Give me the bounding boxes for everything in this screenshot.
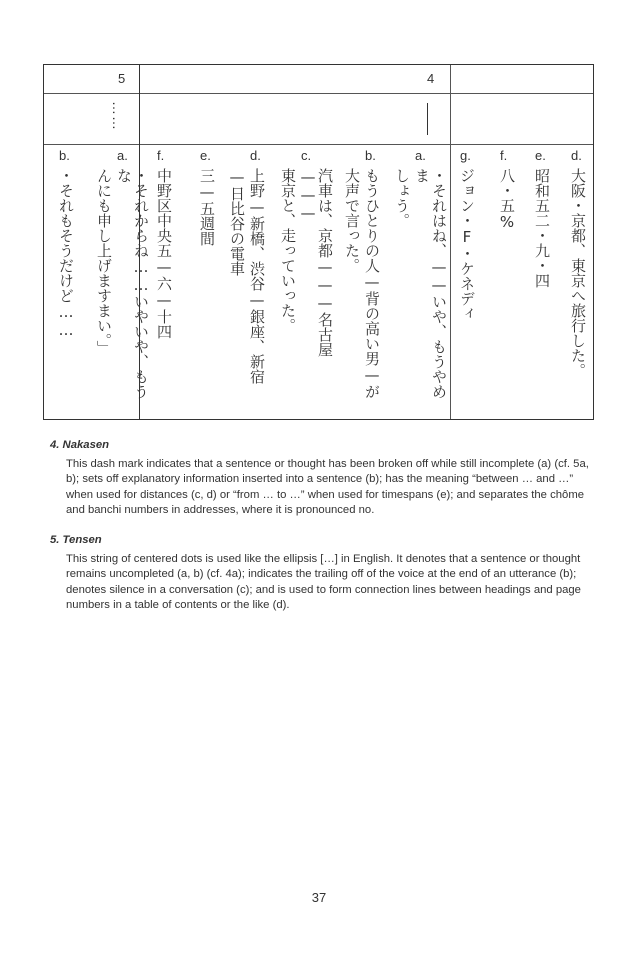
example-text-line: 八・五% [498, 168, 516, 231]
example-text-line: ・それはね、——いや、もうやめま [413, 168, 448, 399]
example-text-line: 大声で言った。 [343, 168, 361, 273]
note-heading: 4. Nakasen [50, 439, 110, 451]
example-label: b. [365, 148, 376, 163]
note-body: This string of centered dots is used like the ellipsis […] in English. It denotes that a sentence or thought remains uncompleted (a, b) (cf. 4a); indicates the trailing off of the voice at the end of an utterance (b); denotes silence in a conversation (c); and is used to form connection lines between headings and page numbers in a table of contents or the like (d). [66, 552, 581, 612]
note-heading: 5. Tensen [50, 533, 102, 546]
example-text-line: しょう。 [393, 168, 411, 228]
column-number-4: 4 [427, 71, 435, 86]
notes [50, 438, 598, 614]
page-number: 37 [311, 890, 327, 905]
example-text-line: んにも申し上げますまい。」 [95, 168, 113, 356]
example-label: b. [59, 148, 70, 163]
example-label: e. [200, 148, 211, 163]
example-text-line: 大阪・京都、東京へ旅行した。 [569, 168, 587, 378]
example-text-line: もうひとりの人—背の高い男—が [363, 168, 381, 399]
example-label: e. [535, 148, 546, 163]
example-text-line: 昭和五二・九・四 [533, 168, 551, 288]
nakasen-mark [427, 103, 428, 135]
example-text-line: ・それもそうだけど…… [57, 168, 75, 339]
example-text-line: ジョン・F・ケネディ [458, 168, 476, 321]
example-text-line: 中野区中央五—六—十四 [155, 168, 173, 339]
example-text-line: 汽車は、京都———名古屋——— [299, 168, 334, 357]
example-text-line: 三—五週間 [198, 168, 216, 246]
example-label: f. [157, 148, 165, 163]
example-text-line: 上野—新橋、渋谷—銀座、新宿 [248, 168, 266, 384]
example-text-line: —日比谷の電車 [228, 168, 246, 276]
tensen-mark: …… [110, 101, 126, 131]
example-text-line: ・それからね……いやいや、もうな [115, 168, 150, 399]
example-label: c. [301, 148, 312, 163]
example-text-line: 東京と、走っていった。 [279, 168, 297, 333]
example-label: d. [571, 148, 582, 163]
note-tensen [50, 533, 598, 614]
example-label: g. [460, 148, 471, 163]
example-label: f. [500, 148, 508, 163]
table-row-divider [44, 144, 593, 145]
example-label: a. [415, 148, 426, 163]
column-number-5: 5 [118, 71, 126, 86]
table-row-divider [44, 93, 593, 94]
note-nakasen [50, 438, 598, 519]
example-label: d. [250, 148, 261, 163]
table-column-divider [450, 65, 451, 419]
example-label: a. [117, 148, 128, 163]
note-body: This dash mark indicates that a sentence or thought has been broken off while still incomplete (a) (cf. 5a, b); sets off explanatory information inserted into a sentence (b); has the meaning “between … and …” when used for distances (c, d) or “from … to …” when used for timespans (e); and separates the chôme and banchi numbers in addresses, where it is pronounced no. [66, 457, 589, 517]
